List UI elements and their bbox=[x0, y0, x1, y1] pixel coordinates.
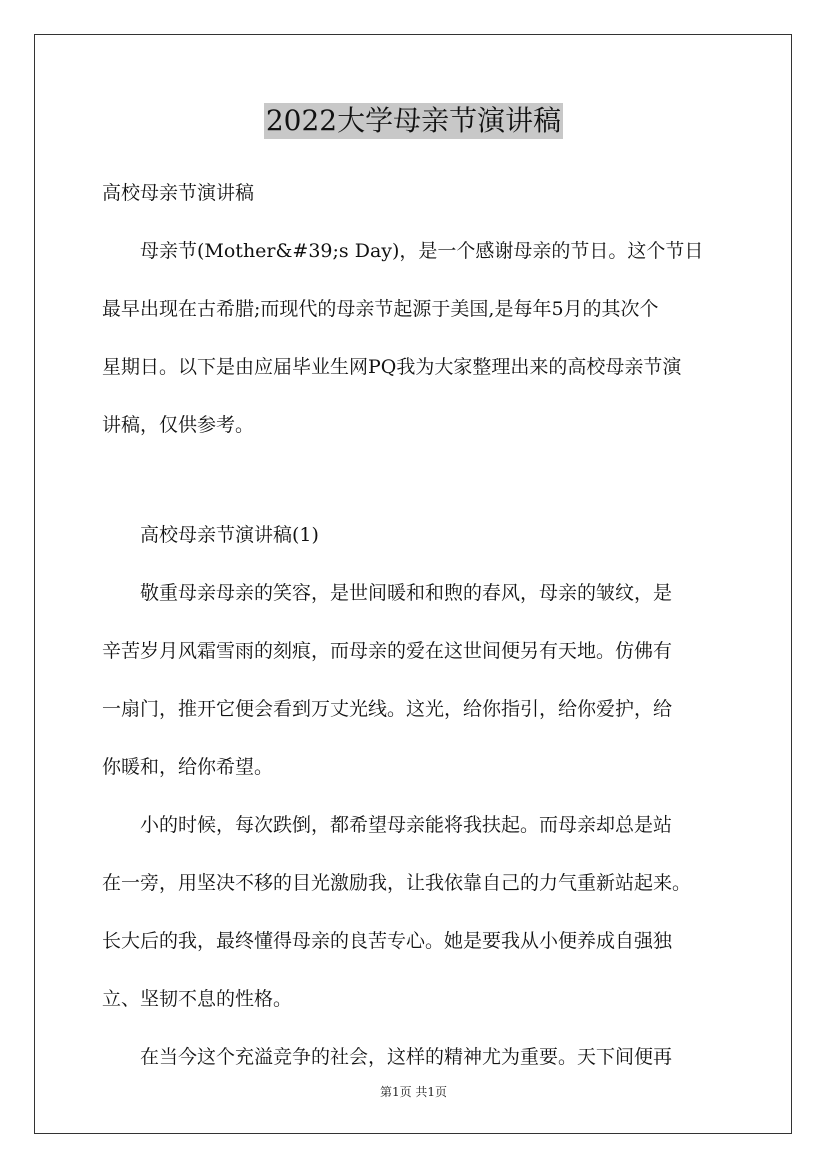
paragraph-smile bbox=[102, 576, 728, 784]
paragraph-line: 母亲节(Mother&#39;s Day)，是一个感谢母亲的节日。这个节日 bbox=[140, 240, 704, 262]
paragraph-society bbox=[102, 1040, 728, 1074]
paragraph-childhood bbox=[102, 808, 728, 1016]
paragraph-line: 最早出现在古希腊;而现代的母亲节起源于美国,是每年5月的其次个 bbox=[102, 298, 659, 320]
paragraph-line: 讲稿，仅供参考。 bbox=[102, 414, 255, 436]
paragraph-line: 一扇门，推开它便会看到万丈光线。这光，给你指引，给你爱护，给 bbox=[102, 698, 673, 720]
section-heading-text: 高校母亲节演讲稿(1) bbox=[140, 524, 319, 546]
paragraph-line: 小的时候，每次跌倒，都希望母亲能将我扶起。而母亲却总是站 bbox=[140, 814, 673, 836]
paragraph-line: 星期日。以下是由应届毕业生网PQ我为大家整理出来的高校母亲节演 bbox=[102, 356, 682, 378]
paragraph-line: 辛苦岁月风霜雪雨的刻痕，而母亲的爱在这世间便另有天地。仿佛有 bbox=[102, 640, 673, 662]
document-subtitle: 高校母亲节演讲稿 bbox=[102, 182, 255, 204]
paragraph-line: 长大后的我，最终懂得母亲的良苦专心。她是要我从小便养成自强独 bbox=[102, 930, 673, 952]
paragraph-line: 在当今这个充溢竞争的社会，这样的精神尤为重要。天下间便再 bbox=[140, 1046, 673, 1068]
document-title: 2022大学母亲节演讲稿 bbox=[265, 104, 562, 137]
paragraph-line: 敬重母亲母亲的笑容，是世间暖和和煦的春风，母亲的皱纹，是 bbox=[140, 582, 673, 604]
title-container bbox=[0, 103, 827, 139]
paragraph-line: 在一旁，用坚决不移的目光激励我，让我依靠自己的力气重新站起来。 bbox=[102, 872, 692, 894]
paragraph-line: 你暖和，给你希望。 bbox=[102, 756, 274, 778]
section-heading bbox=[102, 518, 728, 552]
page-footer: 第1页 共1页 bbox=[379, 1085, 448, 1099]
paragraph-intro bbox=[102, 234, 728, 442]
document-body bbox=[102, 176, 728, 1074]
paragraph-line: 立、坚韧不息的性格。 bbox=[102, 988, 293, 1010]
